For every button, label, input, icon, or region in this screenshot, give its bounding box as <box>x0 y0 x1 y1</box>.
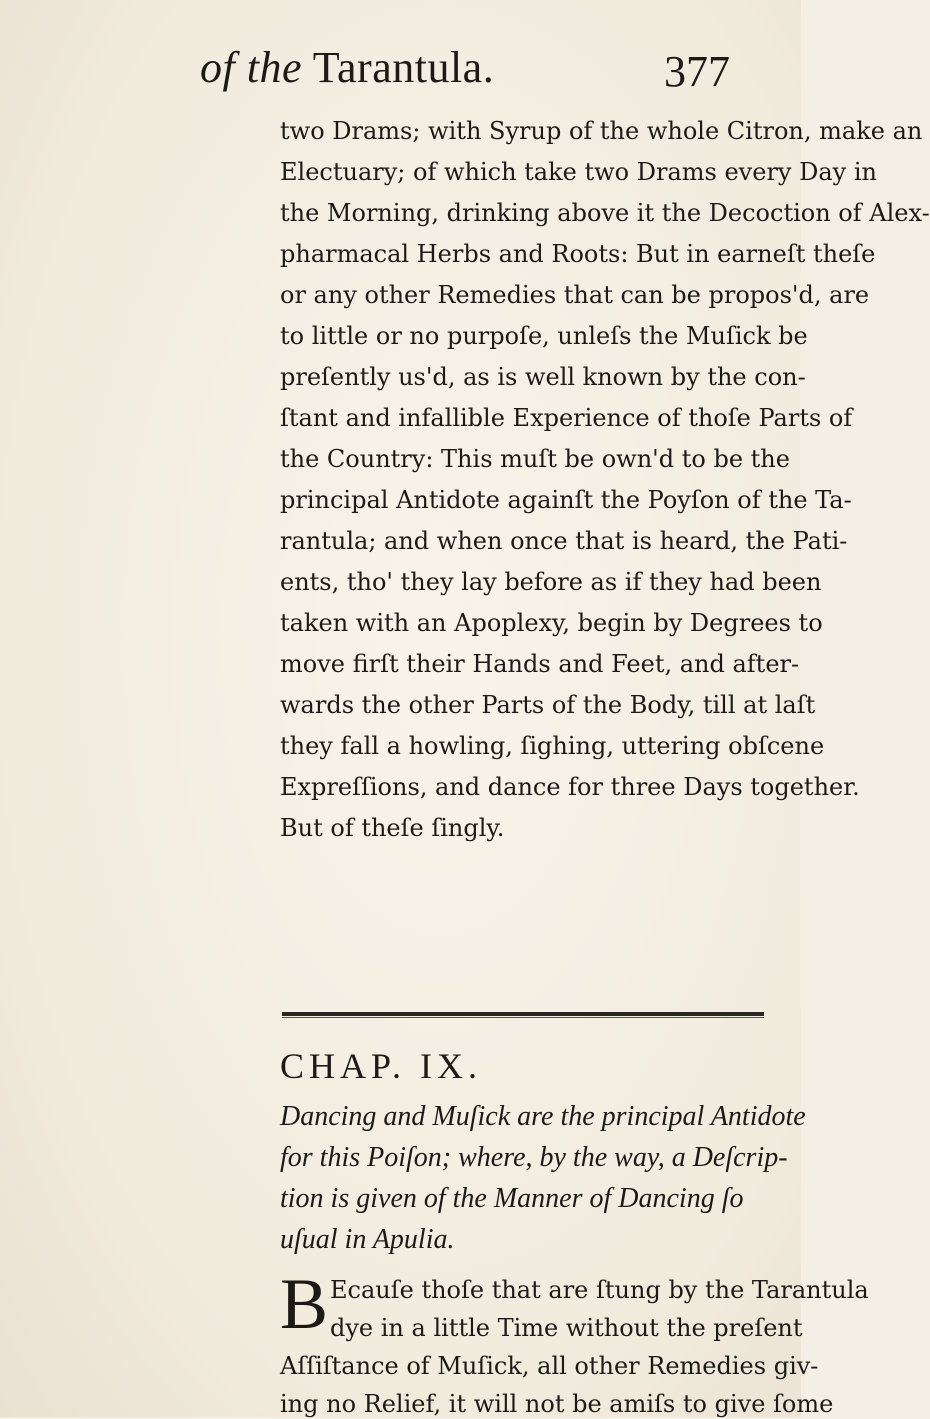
chapter-line: dye in a little Time without the preſent <box>330 1314 803 1342</box>
body-line: or any other Remedies that can be propos'd, are <box>280 281 870 309</box>
body-line: preſently us'd, as is well known by the con- <box>280 363 806 391</box>
body-line: rantula; and when once that is heard, the Pati- <box>280 527 848 555</box>
body-line: ents, tho' they lay before as if they had been <box>280 568 822 596</box>
page-header <box>200 42 730 102</box>
body-line: two Drams; with Syrup of the whole Citron, make an <box>280 117 923 145</box>
chapter-line: Ecauſe thoſe that are ſtung by the Tarantula <box>330 1276 869 1304</box>
summary-line: uſual in Apulia. <box>280 1224 455 1255</box>
summary-line: Dancing and Muſick are the principal Antidote <box>280 1101 806 1132</box>
running-head <box>200 42 494 93</box>
section-rule-thin <box>282 1017 764 1018</box>
body-line: Electuary; of which take two Drams every Day in <box>280 158 877 186</box>
chapter-heading: CHAP. IX. <box>280 1046 483 1086</box>
body-line: they fall a howling, ſighing, uttering obſcene <box>280 732 825 760</box>
body-line: the Country: This muſt be own'd to be the <box>280 445 790 473</box>
body-line: pharmacal Herbs and Roots: But in earneſt theſe <box>280 240 876 268</box>
body-line: Expreſſions, and dance for three Days together. <box>280 773 860 801</box>
page-number: 377 <box>664 47 730 96</box>
chapter-line: ing no Relief, it will not be amiſs to give ſome <box>280 1390 834 1418</box>
chapter-line: Aſſiſtance of Muſick, all other Remedies giv- <box>280 1352 819 1380</box>
body-line: wards the other Parts of the Body, till at laſt <box>280 691 816 719</box>
body-line: ſtant and infallible Experience of thoſe Parts of <box>280 404 853 432</box>
body-line: principal Antidote againſt the Poyſon of the Ta- <box>280 486 852 514</box>
running-head-roman: Tarantula. <box>312 43 495 92</box>
section-rule <box>282 1012 764 1016</box>
summary-line: tion is given of the Manner of Dancing ſo <box>280 1183 744 1214</box>
body-line: taken with an Apoplexy, begin by Degrees to <box>280 609 823 637</box>
running-head-italic: of the <box>200 43 302 92</box>
body-line: But of theſe ſingly. <box>280 814 505 842</box>
body-line: move firſt their Hands and Feet, and after- <box>280 650 800 678</box>
drop-cap: B <box>280 1264 329 1344</box>
summary-line: for this Poiſon; where, by the way, a Deſcrip- <box>280 1142 788 1173</box>
body-line: the Morning, drinking above it the Decoction of Alex- <box>280 199 930 227</box>
body-line: to little or no purpoſe, unleſs the Muſick be <box>280 322 808 350</box>
